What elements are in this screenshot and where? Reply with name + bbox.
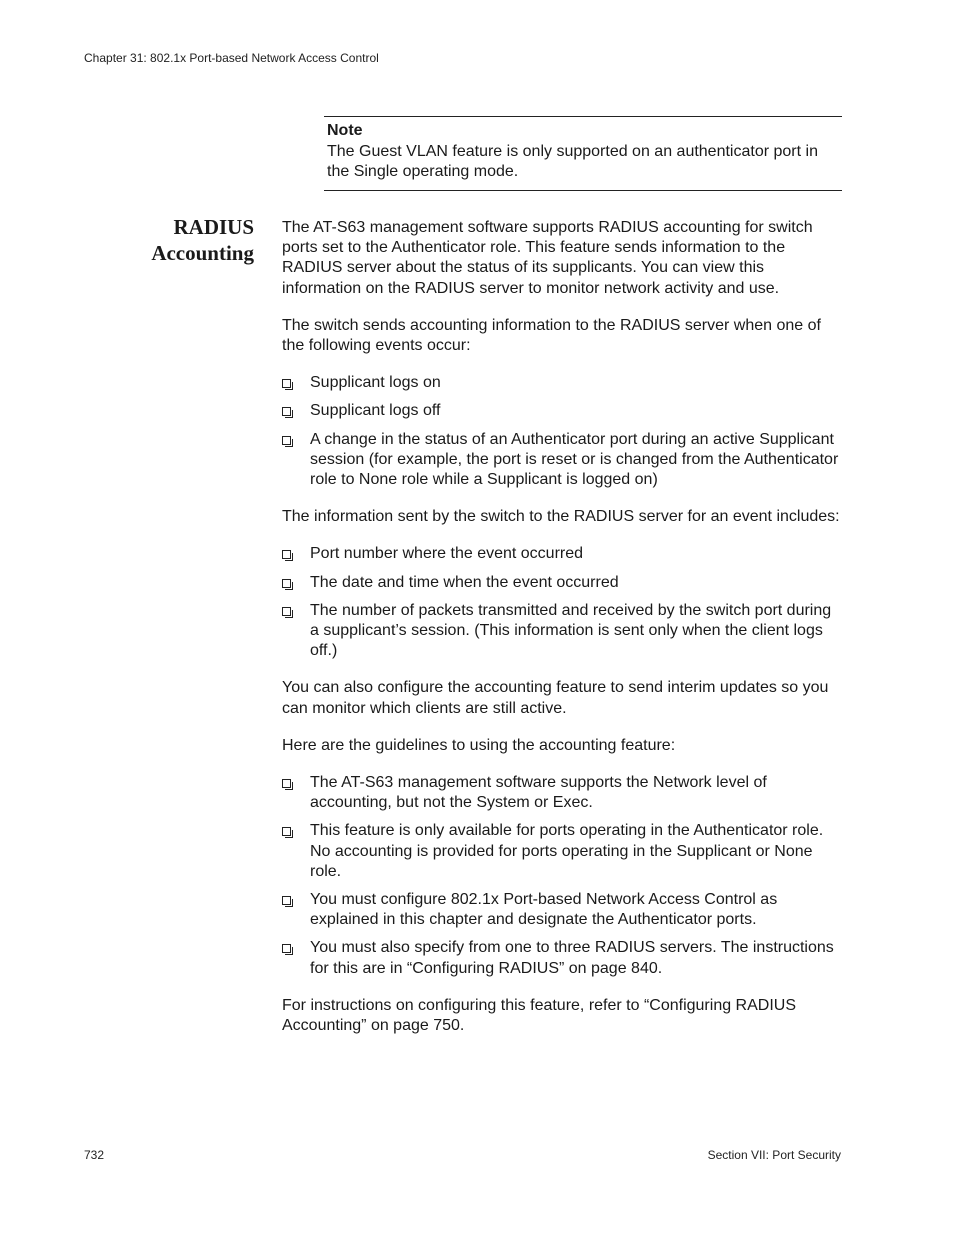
list-item: A change in the status of an Authenticator port during an active Supplicant session (for example, the port is reset or is changed from the Authenticator role to None role while a Supplicant is logged on) [282,430,842,491]
list-item: The AT-S63 management software supports the Network level of accounting, but not the System or Exec. [282,773,842,813]
section-heading [120,214,254,266]
list-item: The date and time when the event occurred [282,573,842,593]
paragraph-interim: You can also configure the accounting feature to send interim updates so you can monitor which clients are still active. [282,679,829,717]
running-footer-section: Section VII: Port Security [707,1148,841,1162]
checkbox-bullet-icon [282,944,291,953]
info-list [282,544,842,661]
checkbox-bullet-icon [282,896,291,905]
checkbox-bullet-icon [282,436,291,445]
checkbox-bullet-icon [282,607,291,616]
paragraph-reference: For instructions on configuring this feature, refer to “Configuring RADIUS Accounting” on page 750. [282,996,797,1035]
events-list [282,373,842,490]
paragraph-intro: The AT-S63 management software supports RADIUS accounting for switch ports set to the Authenticator role. This feature sends information to the RADIUS server about the status of its supplicants. You can view this information on the RADIUS server to monitor network activity and use. [282,219,813,297]
list-item: Supplicant logs off [282,401,842,421]
list-item: Port number where the event occurred [282,544,842,564]
page-number: 732 [84,1148,105,1162]
running-header: Chapter 31: 802.1x Port-based Network Access Control [84,51,379,65]
paragraph-guidelines-lead: Here are the guidelines to using the accounting feature: [282,736,676,754]
list-item: The number of packets transmitted and received by the switch port during a supplicant’s session. (This information is sent only when the client logs off.) [282,601,842,662]
checkbox-bullet-icon [282,550,291,559]
list-item: You must also specify from one to three RADIUS servers. The instructions for this are in “Configuring RADIUS” on page 840. [282,938,842,978]
note-box [324,116,842,191]
paragraph-events-lead: The switch sends accounting information to the RADIUS server when one of the following events occur: [282,316,821,355]
checkbox-bullet-icon [282,579,291,588]
paragraph-info-lead: The information sent by the switch to the RADIUS server for an event includes: [282,508,840,526]
section-body [282,218,842,1053]
checkbox-bullet-icon [282,827,291,836]
section-heading-line1: RADIUS [173,215,254,239]
checkbox-bullet-icon [282,407,291,416]
list-item: Supplicant logs on [282,373,842,393]
checkbox-bullet-icon [282,779,291,788]
list-item: You must configure 802.1x Port-based Network Access Control as explained in this chapter and designate the Authenticator ports. [282,890,842,930]
list-item: This feature is only available for ports operating in the Authenticator role. No accounting is provided for ports operating in the Supplicant or None role. [282,821,842,882]
section-heading-line2: Accounting [151,241,254,265]
note-title: Note [327,122,363,139]
note-text: The Guest VLAN feature is only supported on an authenticator port in the Single operating mode. [327,143,818,180]
checkbox-bullet-icon [282,379,291,388]
guidelines-list [282,773,842,979]
